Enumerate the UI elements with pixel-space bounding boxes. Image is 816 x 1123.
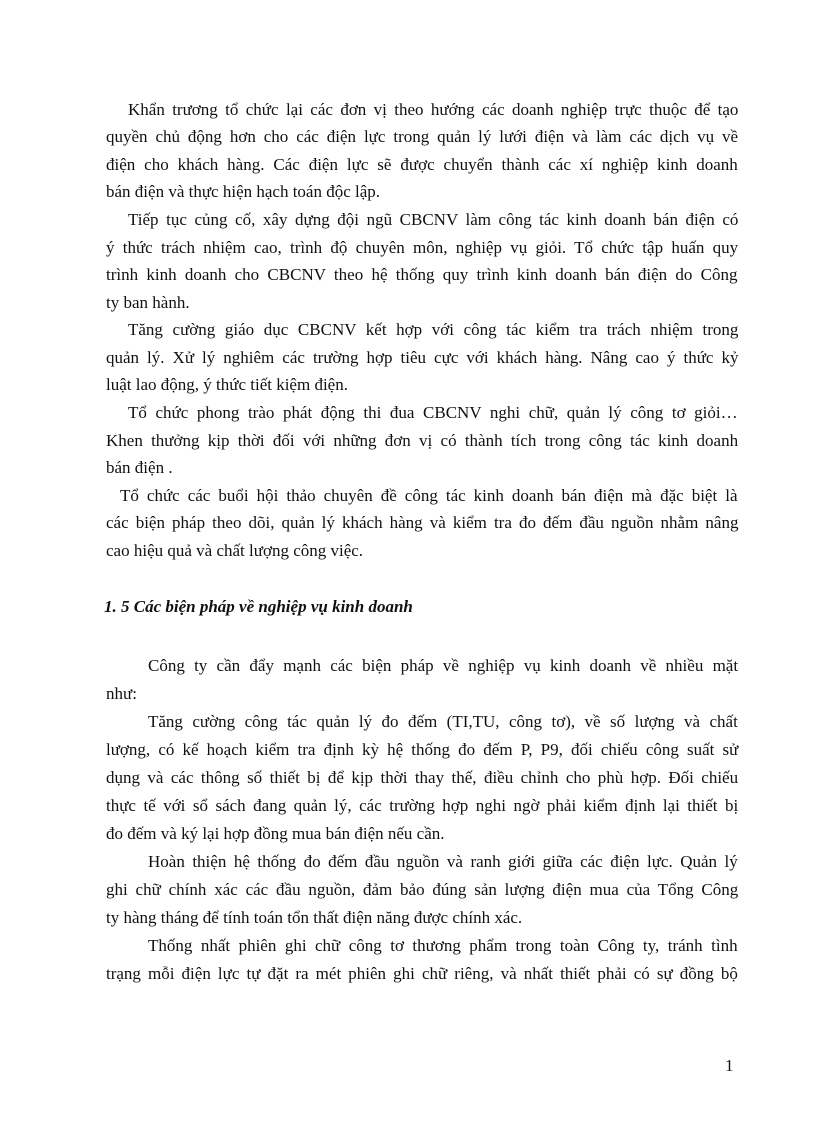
page-number: 1 xyxy=(725,1056,734,1075)
text-line: ty hàng tháng để tính toán tổn thất điện năng được chính xác. xyxy=(106,908,523,927)
section-heading: 1. 5 Các biện pháp về nghiệp vụ kinh doanh xyxy=(104,597,413,616)
text-line: Tăng cường công tác quản lý đo đếm (TI,TU, công tơ), về số lượng và chất xyxy=(148,712,738,731)
text-line: Công ty cần đẩy mạnh các biện pháp về nghiệp vụ kinh doanh về nhiều mặt xyxy=(148,656,739,675)
text-line: cao hiệu quả và chất lượng công việc. xyxy=(106,541,364,560)
text-line: quyền chủ động hơn cho các điện lực trong quản lý lưới điện và làm các dịch vụ về xyxy=(106,127,739,146)
text-line: quản lý. Xử lý nghiêm các trường hợp tiêu cực với khách hàng. Nâng cao ý thức kỷ xyxy=(106,348,739,367)
text-line: Tăng cường giáo dục CBCNV kết hợp với công tác kiểm tra trách nhiệm trong xyxy=(128,320,739,339)
text-line: Tổ chức các buổi hội thảo chuyên đề công tác kinh doanh bán điện mà đặc biệt là xyxy=(120,486,738,505)
text-line: đo đếm và ký lại hợp đồng mua bán điện nếu cần. xyxy=(106,824,445,843)
text-line: ty ban hành. xyxy=(106,293,190,312)
text-line: trạng mỗi điện lực tự đặt ra mét phiên ghi chữ riêng, và nhất thiết phải có sự đồng bộ xyxy=(106,964,738,983)
text-line: Hoàn thiện hệ thống đo đếm đầu nguồn và ranh giới giữa các điện lực. Quản lý xyxy=(148,852,738,871)
text-line: các biện pháp theo dõi, quản lý khách hàng và kiểm tra đo đếm đầu nguồn nhằm nâng xyxy=(106,513,739,532)
text-line: ghi chữ chính xác các đầu nguồn, đảm bảo đúng sản lượng điện mua của Tổng Công xyxy=(106,880,739,899)
text-line: dụng và các thông số thiết bị để kịp thời thay thế, điều chỉnh cho phù hợp. Đối chiếu xyxy=(106,768,739,787)
text-line: Tiếp tục củng cố, xây dựng đội ngũ CBCNV làm công tác kinh doanh bán điện có xyxy=(128,210,739,229)
text-line: lượng, có kế hoạch kiểm tra định kỳ hệ thống đo đếm P, P9, đối chiếu công suất sử xyxy=(106,740,739,759)
text-line: bán điện . xyxy=(106,458,173,477)
text-line: ý thức trách nhiệm cao, trình độ chuyên môn, nghiệp vụ giỏi. Tổ chức tập huấn quy xyxy=(106,238,739,257)
text-line: Tổ chức phong trào phát động thi đua CBCNV nghi chữ, quản lý công tơ giỏi… xyxy=(128,403,738,422)
text-line: thực tế với sổ sách đang quản lý, các trường hợp nghi ngờ phải kiểm định lại thiết bị xyxy=(106,796,739,815)
text-line: Khẩn trương tổ chức lại các đơn vị theo hướng các doanh nghiệp trực thuộc để tạo xyxy=(128,100,739,119)
text-line: luật lao động, ý thức tiết kiệm điện. xyxy=(106,375,348,394)
text-line: bán điện và thực hiện hạch toán độc lập. xyxy=(106,182,381,201)
text-line: điện cho khách hàng. Các điện lực sẽ được chuyển thành các xí nghiệp kinh doanh xyxy=(106,155,738,174)
text-line: Khen thưởng kịp thời đối với những đơn vị có thành tích trong công tác kinh doanh xyxy=(106,431,739,450)
text-line: Thống nhất phiên ghi chữ công tơ thương phẩm trong toàn Công ty, tránh tình xyxy=(148,936,738,955)
text-line: như: xyxy=(106,684,137,703)
text-line: trình kinh doanh cho CBCNV theo hệ thống quy trình kinh doanh bán điện do Công xyxy=(106,265,738,284)
